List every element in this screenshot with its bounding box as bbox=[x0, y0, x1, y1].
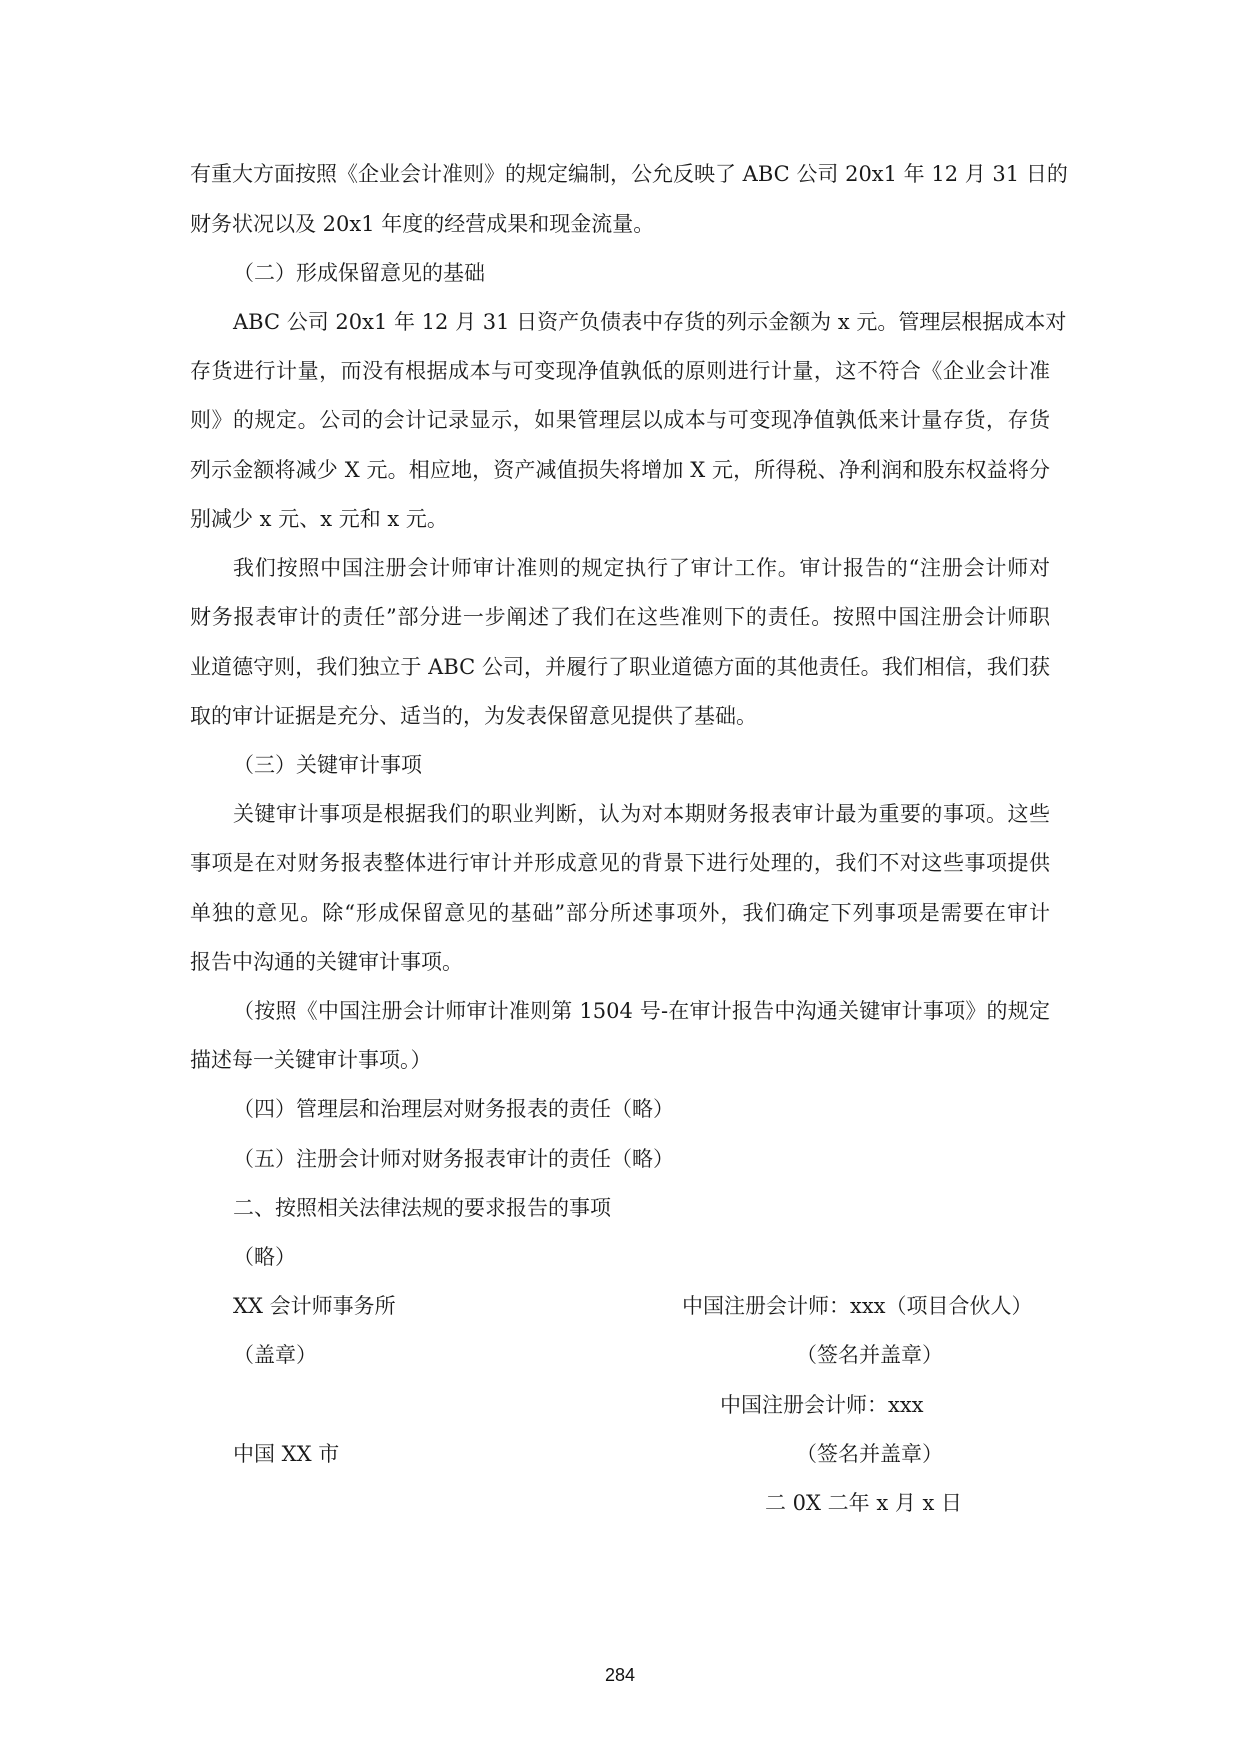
body-text-line: 描述每一关键审计事项。） bbox=[190, 1048, 432, 1072]
body-text-line: （按照《中国注册会计师审计准则第 1504 号-在审计报告中沟通关键审计事项》的规定 bbox=[233, 999, 1050, 1023]
body-text-line: 事项是在对财务报表整体进行审计并形成意见的背景下进行处理的，我们不对这些事项提供 bbox=[190, 851, 1050, 875]
page-number: 284 bbox=[604, 1665, 636, 1685]
body-text-line: 取的审计证据是充分、适当的，为发表保留意见提供了基础。 bbox=[190, 704, 757, 728]
body-text-line: 别减少 x 元、x 元和 x 元。 bbox=[190, 507, 448, 531]
body-text-line: ABC 公司 20x1 年 12 月 31 日资产负债表中存货的列示金额为 x 元。管理层根据成本对 bbox=[233, 310, 1067, 334]
report-date: 二 0X 二年 x 月 x 日 bbox=[765, 1491, 963, 1515]
body-text-line: 财务报表审计的责任”部分进一步阐述了我们在这些准则下的责任。按照中国注册会计师职 bbox=[190, 605, 1050, 629]
body-text-line: 则》的规定。公司的会计记录显示，如果管理层以成本与可变现净值孰低来计量存货，存货 bbox=[190, 408, 1050, 432]
body-text-line: 我们按照中国注册会计师审计准则的规定执行了审计工作。审计报告的“注册会计师对 bbox=[233, 556, 1050, 580]
section-heading: （四）管理层和治理层对财务报表的责任（略） bbox=[233, 1097, 674, 1121]
body-text-line: 单独的意见。除“形成保留意见的基础”部分所述事项外，我们确定下列事项是需要在审计 bbox=[190, 901, 1050, 925]
cpa-partner: 中国注册会计师：xxx（项目合伙人） bbox=[682, 1294, 1033, 1318]
section-heading: （二）形成保留意见的基础 bbox=[233, 261, 485, 285]
part-heading: 二、按照相关法律法规的要求报告的事项 bbox=[233, 1196, 611, 1220]
section-heading: （三）关键审计事项 bbox=[233, 753, 422, 777]
body-text-line: 报告中沟通的关键审计事项。 bbox=[190, 950, 463, 974]
body-text-line: 财务状况以及 20x1 年度的经营成果和现金流量。 bbox=[190, 212, 655, 236]
location: 中国 XX 市 bbox=[233, 1442, 340, 1466]
body-text-line: 有重大方面按照《企业会计准则》的规定编制，公允反映了 ABC 公司 20x1 年 12 月 31 日的 bbox=[190, 162, 1068, 186]
body-text-line: 列示金额将减少 X 元。相应地，资产减值损失将增加 X 元，所得税、净利润和股东权益将分 bbox=[190, 458, 1050, 482]
body-text-line: 关键审计事项是根据我们的职业判断，认为对本期财务报表审计最为重要的事项。这些 bbox=[233, 802, 1050, 826]
cpa-second: 中国注册会计师：xxx bbox=[720, 1393, 924, 1417]
body-text-line: 存货进行计量，而没有根据成本与可变现净值孰低的原则进行计量，这不符合《企业会计准 bbox=[190, 359, 1050, 383]
section-heading: （五）注册会计师对财务报表审计的责任（略） bbox=[233, 1147, 674, 1171]
body-text-line: 业道德守则，我们独立于 ABC 公司，并履行了职业道德方面的其他责任。我们相信，我们获 bbox=[190, 655, 1050, 679]
firm-seal: （盖章） bbox=[233, 1343, 317, 1367]
firm-name: XX 会计师事务所 bbox=[233, 1294, 396, 1318]
cpa-second-sign: （签名并盖章） bbox=[796, 1442, 943, 1466]
omitted-note: （略） bbox=[233, 1245, 296, 1269]
cpa-partner-sign: （签名并盖章） bbox=[796, 1343, 943, 1367]
